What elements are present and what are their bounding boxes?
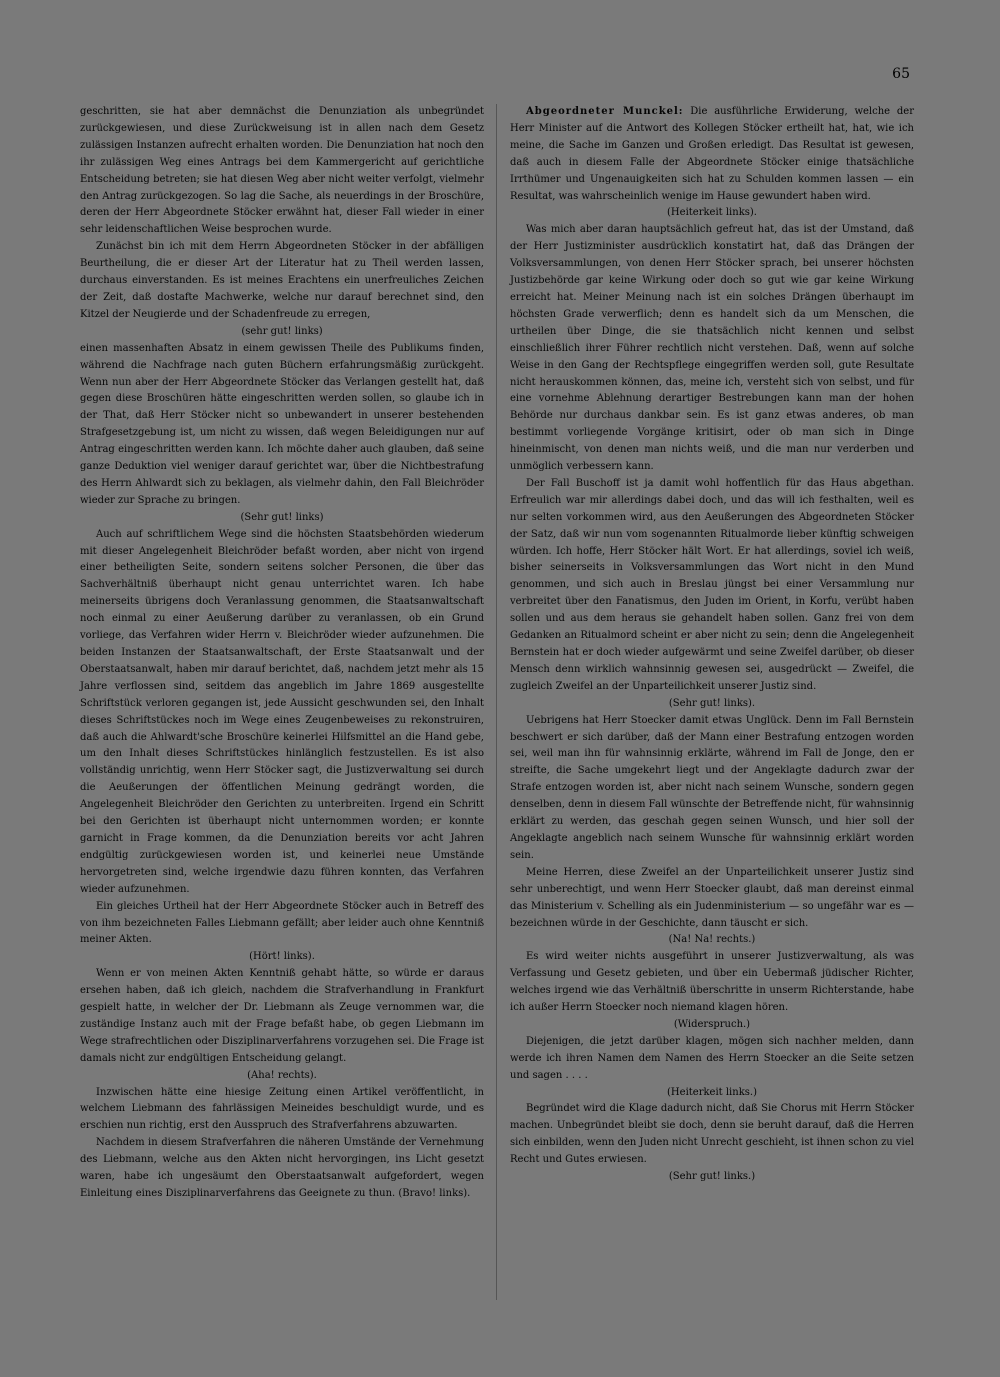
right-paragraph: Meine Herren, diese Zweifel an der Unparteilichkeit unserer Justiz sind sehr unberechtigt, und wenn Herr Stoecker glaubt, daß man dereinst einmal das Ministerium v. Schelling als ein Judenministerium — so ungefähr war es — bezeichnen würde in der Geschichte, dann täuscht er sich. [510,866,914,929]
right-column [510,104,914,1186]
right-paragraph: Diejenigen, die jetzt darüber klagen, mögen sich nachher melden, dann werde ich ihren Namen dem Namen des Herrn Stoecker an die Seite setzen und sagen . . . . [510,1035,914,1081]
left-interjection: (Aha! rechts). [247,1069,317,1081]
right-interjection: (Heiterkeit links). [667,207,757,219]
right-paragraph [510,104,914,205]
left-paragraph: Ein gleiches Urtheil hat der Herr Abgeordnete Stöcker auch in Betreff des von ihm bezeichneten Falles Liebmann gefällt; aber leider auch ohne Kenntniß meiner Akten. [80,900,484,946]
left-interjection: (Hört! links). [249,951,315,963]
left-interjection: (Sehr gut! links) [240,511,324,523]
left-paragraph: einen massenhaften Absatz in einem gewissen Theile des Publikums finden, während die Nachfrage nach guten Büchern erfahrungsmäßig zurückgeht. Wenn nun aber der Herr Abgeordnete Stöcker das Verlangen gestellt hat, daß gegen diese Broschüren hätte eingeschritten werden sollen, so glaube ich in der That, daß Herr Stöcker nicht so unbewandert in unserer bestehenden Strafgesetzgebung ist, um nicht zu wissen, daß wegen Beleidigungen nur auf Antrag eingeschritten werden kann. Ich möchte daher auch glauben, daß seine ganze Deduktion viel weniger darauf gerichtet war, über die Nichtbestrafung des Herrn Ahlwardt sich zu beklagen, als vielmehr dahin, den Fall Bleichröder wieder zur Sprache zu bringen. [80,342,484,506]
right-paragraph: Es wird weiter nichts ausgeführt in unserer Justizverwaltung, als was Verfassung und Gesetz gebieten, und über ein Uebermaß jüdischer Richter, welches irgend wie das Verhältniß überschritte in unserm Richterstande, habe ich außer Herrn Stoecker noch niemand klagen hören. [510,951,914,1014]
left-paragraph: Wenn er von meinen Akten Kenntniß gehabt hätte, so würde er daraus ersehen haben, daß ich gleich, nachdem die Strafverhandlung in Frankfurt gespielt hatte, in welcher der Dr. Liebmann als Zeuge vernommen war, die zuständige Instanz auch mit der Frage befaßt habe, ob gegen Liebmann im Wege strafrechtlichen oder Disziplinarverfahrens vorzugehen sei. Die Frage ist damals nicht zur endgültigen Entscheidung gelangt. [80,968,484,1064]
left-paragraph: Inzwischen hätte eine hiesige Zeitung einen Artikel veröffentlicht, in welchem Liebmann des fahrlässigen Meineides beschuldigt wurde, und es erschien nun richtig, erst den Ausspruch des Strafverfahrens abzuwarten. [80,1086,484,1132]
right-paragraph: Was mich aber daran hauptsächlich gefreut hat, das ist der Umstand, daß der Herr Justizminister ausdrücklich konstatirt hat, daß das Drängen der Volksversammlungen, von denen Herr Stöcker sprach, bei unserer höchsten Justizbehörde gar keine Wirkung oder doch so gut wie gar keine Wirkung erreicht hat. Meiner Meinung nach ist ein solches Drängen überhaupt im höchsten Grade verwerflich; denn es handelt sich da um Menschen, die urtheilen über Dinge, die sie thatsächlich nicht kennen und selbst einschließlich ihrer Führer rechtlich nicht verstehen. Daß, wenn auf solche Weise in den Gang der Rechtspflege eingegriffen werden soll, gute Resultate nicht herauskommen können, das, meine ich, versteht sich von selbst, und für eine vornehme Ablehnung derartiger Bestrebungen kann man der hohen Behörde nur durchaus dankbar sein. Es ist ganz etwas anderes, ob man bestimmt vorliegende Vorgänge kritisirt, oder ob man sich in Dinge hineinmischt, von denen man nichts weiß, und die man nur verderben und unmöglich verbessern kann. [510,224,914,473]
left-column [80,104,484,1203]
speaker-name: Abgeordneter Munckel: [526,106,684,117]
right-interjection: (Widerspruch.) [673,1018,751,1030]
left-paragraph: Nachdem in diesem Strafverfahren die näheren Umstände der Vernehmung des Liebmann, welche aus den Akten nicht hervorgingen, ins Licht gesetzt waren, habe ich ungesäumt den Oberstaatsanwalt aufgefordert, wegen Einleitung eines Disziplinarverfahrens das Geeignete zu thun. (Bravo! links). [80,1137,484,1199]
left-paragraph: geschritten, sie hat aber demnächst die Denunziation als unbegründet zurückgewiesen, und diese Zurückweisung ist in allen nach dem Gesetz zulässigen Instanzen aufrecht erhalten worden. Die Denunziation hat noch den ihr zulässigen Weg eines Antrags bei dem Kammergericht auf gerichtliche Entscheidung betreten; sie hat diesen Weg aber nicht weiter verfolgt, vielmehr den Antrag zurückgezogen. So lag die Sache, als neuerdings in der Broschüre, deren der Herr Abgeordnete Stöcker erwähnt hat, dieser Fall wieder in einer sehr leidenschaftlichen Weise besprochen wurde. [80,106,484,236]
right-interjection: (Na! Na! rechts.) [668,934,756,946]
left-interjection: (sehr gut! links) [241,325,323,337]
page-number: 65 [892,66,910,82]
right-paragraph: Begründet wird die Klage dadurch nicht, daß Sie Chorus mit Herrn Stöcker machen. Unbegründet bleibt sie doch, denn sie beruht darauf, daß die Herren sich einbilden, wenn den Juden nicht Unrecht geschieht, ist ihnen schon zu viel Recht und Gutes erwiesen. [510,1103,914,1166]
left-paragraph: Zunächst bin ich mit dem Herrn Abgeordneten Stöcker in der abfälligen Beurtheilung, die er dieser Art der Literatur hat zu Theil werden lassen, durchaus einverstanden. Es ist meines Erachtens ein unerfreuliches Zeichen der Zeit, daß dostafte Machwerke, welche nur darauf berechnet sind, den Kitzel der Neugierde und der Schadenfreude zu erregen, [80,241,484,320]
right-paragraph: Der Fall Buschoff ist ja damit wohl hoffentlich für das Haus abgethan. Erfreulich war mir allerdings dabei doch, und das will ich festhalten, weil es nur selten vorkommen wird, aus den Aeußerungen des Abgeordneten Stöcker der Satz, daß wir nun vom sogenannten Ritualmorde lieber künftig schweigen würden. Ich hoffe, Herr Stöcker hält Wort. Er hat allerdings, soviel ich weiß, bisher seinerseits in Volksversammlungen das Wort nicht in den Mund genommen, und sich auch in Breslau jüngst bei einer Versammlung nur verbreitet über den Fanatismus, den Juden im Orient, in Korfu, verübt haben sollen und aus dem heraus sie gehandelt haben sollen. Ganz frei von dem Gedanken an Ritualmord scheint er aber nicht zu sein; denn die Angelegenheit Bernstein hat er doch wieder aufgewärmt und seine Zweifel darüber, ob dieser Mensch denn wirklich wahnsinnig gewesen sei, ausgedrückt — Zweifel, die zugleich Zweifel an der Unparteilichkeit unserer Justiz sind. [510,477,914,692]
right-paragraph: Uebrigens hat Herr Stoecker damit etwas Unglück. Denn im Fall Bernstein beschwert er sich darüber, daß der Mann einer Bestrafung entzogen worden sei, weil man ihn für wahnsinnig erklärte, während im Fall de Jonge, den er streifte, die Sache umgekehrt liegt und der Angeklagte dadurch zwar der Strafe entzogen worden ist, aber nicht nach seinem Wunsche, sondern gegen denselben, denn in diesem Fall wünschte der Betreffende nicht, für wahnsinnig erklärt zu werden, das geschah gegen seinen Wunsch, und hier soll der Angeklagte angeblich nach seinem Wunsche für wahnsinnig erklärt worden sein. [510,714,914,861]
speech-text: Die ausführliche Erwiderung, welche der Herr Minister auf die Antwort des Kollegen Stöcker ertheilt hat, hat, wie ich meine, die Sache im Ganzen und Großen erledigt. Das Resultat ist gewesen, daß auch in diesem Falle der Abgeordnete Stöcker einige thatsächliche Irrthümer und Ungenauigkeiten sich hat zu Schulden kommen lassen — ein Resultat, was wahrscheinlich wenige im Hause gewundert haben wird. [510,106,914,202]
right-interjection: (Sehr gut! links.) [668,1171,756,1183]
right-interjection: (Sehr gut! links). [668,697,756,709]
left-paragraph: Auch auf schriftlichem Wege sind die höchsten Staatsbehörden wiederum mit dieser Angelegenheit Bleichröder befaßt worden, aber nicht von irgend einer betheiligten Seite, sondern seitens solcher Personen, die über das Sachverhältniß überhaupt nicht genau unterrichtet waren. Ich habe meinerseits übrigens doch Veranlassung genommen, die Staatsanwaltschaft noch einmal zu einer Aeußerung darüber zu veranlassen, ob ein Grund vorliege, das Verfahren wider Herrn v. Bleichröder wieder aufzunehmen. Die beiden Instanzen der Staatsanwaltschaft, der Erste Staatsanwalt und der Oberstaatsanwalt, haben mir darauf berichtet, daß, nachdem jetzt mehr als 15 Jahre verflossen sind, seitdem das angeblich im Jahre 1869 ausgestellte Schriftstück verloren gegangen ist, jede Aussicht geschwunden sei, den Inhalt dieses Schriftstückes noch im Wege eines Zeugenbeweises zu rekonstruiren, daß auch die Ahlwardt'sche Broschüre keinerlei Hilfsmittel an die Hand gebe, um den Inhalt dieses Schriftstückes hinlänglich festzustellen. Es ist also vollständig unrichtig, wenn Herr Stöcker sagt, die Justizverwaltung sei durch die Aeußerungen der öffentlichen Meinung gedrängt worden, die Angelegenheit Bleichröder den Gerichten zu unterbreiten. Irgend ein Schritt bei den Gerichten ist überhaupt nicht unternommen worden; er konnte garnicht in Frage kommen, da die Denunziation bereits vor acht Jahren endgültig zurückgewiesen worden ist, und keinerlei neue Umstände hervorgetreten sind, welche irgendwie dazu führen konnten, das Verfahren wieder aufzunehmen. [80,528,484,895]
right-interjection: (Heiterkeit links.) [667,1086,757,1098]
column-divider [496,104,497,1300]
